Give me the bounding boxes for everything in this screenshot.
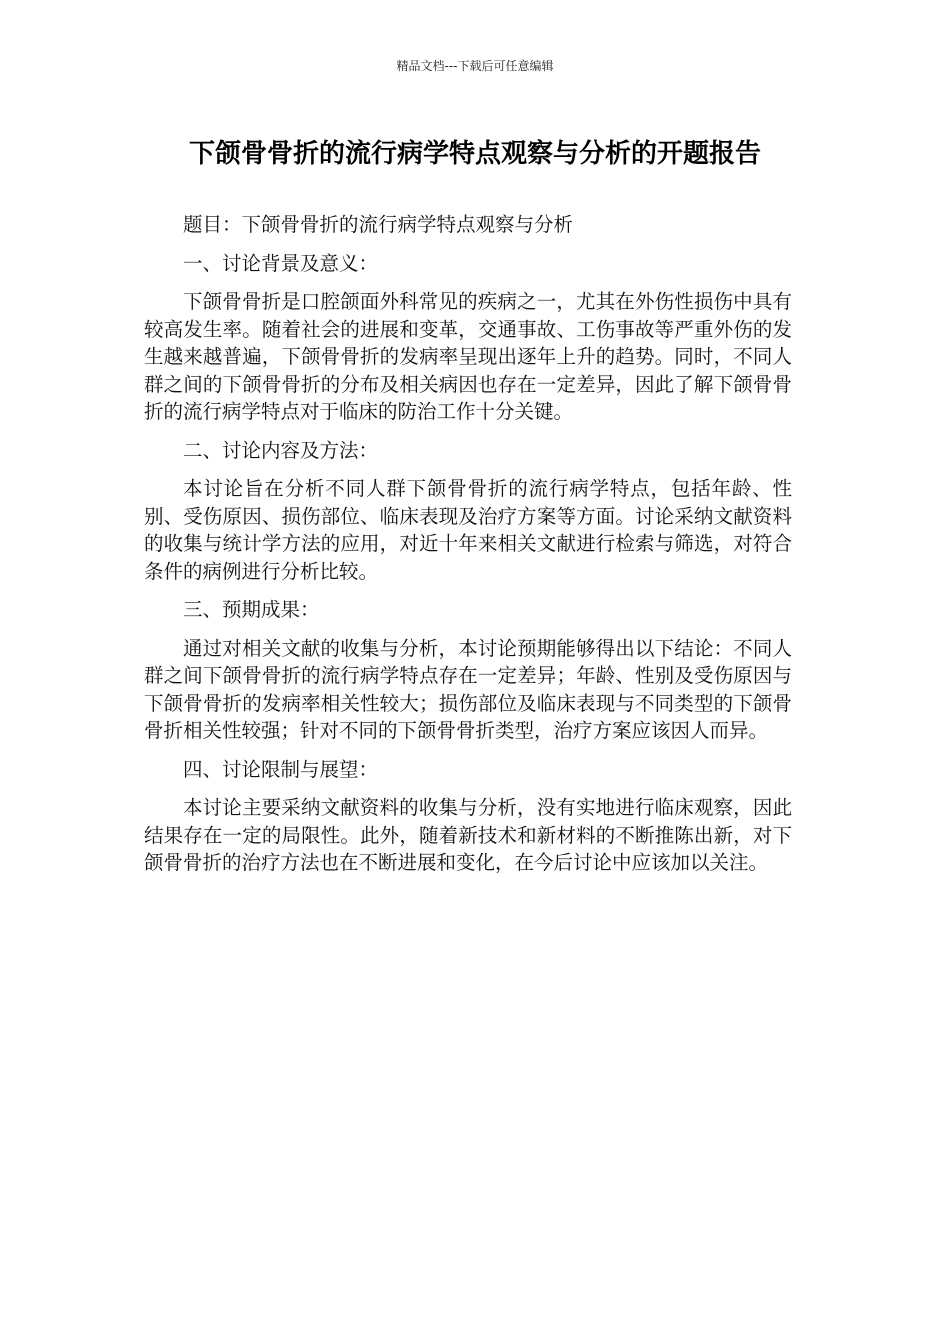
section-body-methods: 本讨论旨在分析不同人群下颌骨骨折的流行病学特点，包括年龄、性别、受伤原因、损伤部位、临床表现及治疗方案等方面。讨论采纳文献资料的收集与统计学方法的应用，对近十年来相关文献进行检索与筛选，对符合条件的病例进行分析比较。: [144, 477, 792, 583]
section-body-limitations: 本讨论主要采纳文献资料的收集与分析，没有实地进行临床观察，因此结果存在一定的局限性。此外，随着新技术和新材料的不断推陈出新，对下颌骨骨折的治疗方法也在不断进展和变化，在今后讨论中应该加以关注。: [144, 796, 792, 874]
section-heading-methods: 二、讨论内容及方法：: [183, 438, 379, 462]
section-body-outcomes: 通过对相关文献的收集与分析，本讨论预期能够得出以下结论：不同人群之间下颌骨骨折的流行病学特点存在一定差异；年龄、性别及受伤原因与下颌骨骨折的发病率相关性较大；损伤部位及临床表现与不同类型的下颌骨骨折相关性较强；针对不同的下颌骨骨折类型，治疗方案应该因人而异。: [144, 636, 792, 742]
section-body-background: 下颌骨骨折是口腔颌面外科常见的疾病之一，尤其在外伤性损伤中具有较高发生率。随着社会的进展和变革，交通事故、工伤事故等严重外伤的发生越来越普遍，下颌骨骨折的发病率呈现出逐年上升的趋势。同时，不同人群之间的下颌骨骨折的分布及相关病因也存在一定差异，因此了解下颌骨骨折的流行病学特点对于临床的防治工作十分关键。: [144, 290, 792, 423]
document-body: [144, 211, 792, 888]
header-note: 精品文档---下载后可任意编辑: [396, 59, 554, 73]
document-title: 下颌骨骨折的流行病学特点观察与分析的开题报告: [188, 139, 761, 169]
topic-line: 题目：下颌骨骨折的流行病学特点观察与分析: [183, 213, 574, 236]
section-heading-outcomes: 三、预期成果：: [183, 598, 320, 621]
section-heading-limitations: 四、讨论限制与展望：: [183, 757, 379, 781]
section-heading-background: 一、讨论背景及意义：: [183, 251, 379, 275]
